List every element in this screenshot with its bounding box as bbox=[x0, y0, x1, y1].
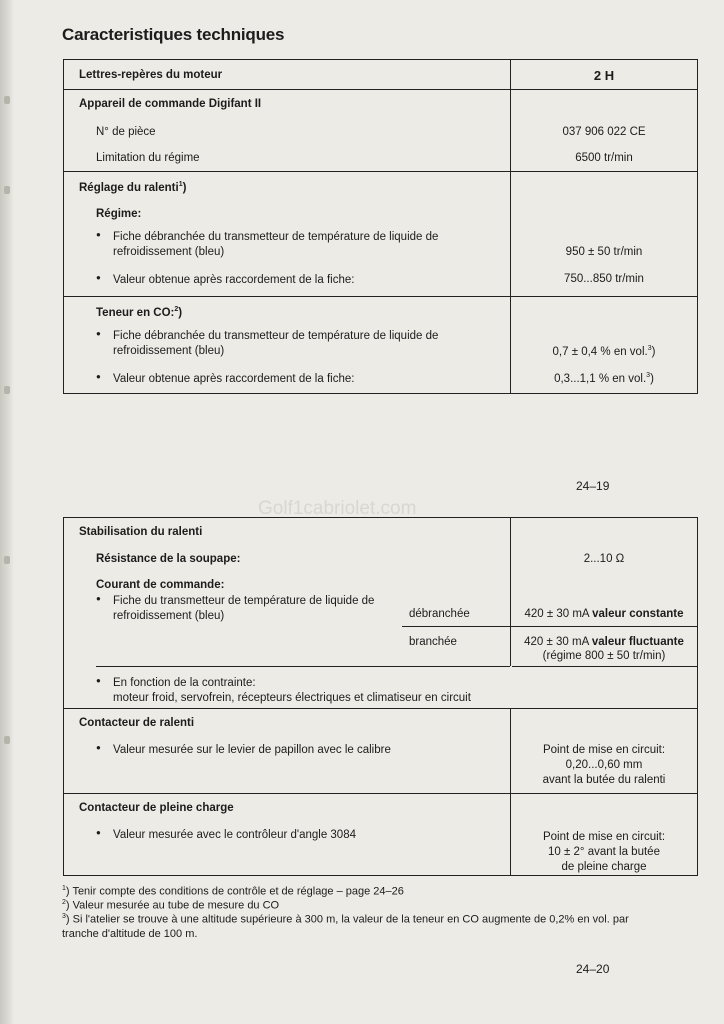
table-row bbox=[64, 60, 697, 90]
footnote: $^1$) Tenir compte des conditions de contrôle et de réglage – page 24–26 bbox=[62, 885, 404, 898]
co-item1-value: 0,7 ± 0,4 % en vol.$^3$) bbox=[552, 345, 656, 358]
page-number-top: 24–19 bbox=[576, 479, 610, 493]
engine-code-value: 2 H bbox=[593, 68, 615, 83]
spec-table-1 bbox=[63, 59, 698, 394]
table-row bbox=[64, 90, 697, 172]
plugged-sub: (régime 800 ± 50 tr/min) bbox=[542, 650, 666, 662]
plugged-label: branchée bbox=[409, 636, 457, 648]
co-heading: Teneur en CO:$^2$) bbox=[96, 306, 183, 319]
regime-item2-value: 750...850 tr/min bbox=[564, 273, 644, 285]
part-no-value: 037 906 022 CE bbox=[562, 126, 646, 138]
footnote: $^2$) Valeur mesurée au tube de mesure du CO bbox=[62, 899, 280, 912]
stab-heading: Stabilisation du ralenti bbox=[79, 526, 203, 538]
full-load-value: Point de mise en circuit: 10 ± 2° avant la butée de pleine charge bbox=[542, 831, 666, 873]
table-row bbox=[64, 297, 697, 393]
part-no-label: N° de pièce bbox=[96, 126, 156, 138]
list-item: ● En fonction de la contrainte: moteur froid, servofrein, récepteurs électriques et climatiseur en circuit bbox=[96, 676, 696, 706]
engine-code-label: Lettres-repères du moteur bbox=[79, 69, 223, 81]
list-item: ● Valeur mesurée avec le contrôleur d'angle 3084 bbox=[96, 828, 476, 843]
rpm-limit-label: Limitation du régime bbox=[96, 152, 200, 164]
regime-heading: Régime: bbox=[96, 208, 142, 220]
page-title: Caracteristiques techniques bbox=[62, 25, 285, 44]
list-item: ● Valeur obtenue après raccordement de la fiche: bbox=[96, 273, 476, 288]
unplugged-label: débranchée bbox=[409, 608, 470, 620]
divider bbox=[402, 626, 697, 627]
valve-label: Résistance de la soupape: bbox=[96, 553, 241, 565]
binding-hole bbox=[4, 556, 10, 564]
binding-hole bbox=[4, 736, 10, 744]
idle-switch-heading: Contacteur de ralenti bbox=[79, 717, 195, 729]
footnote: $^3$) Si l'atelier se trouve à une altitude supérieure à 300 m, la valeur de la teneur en CO augmente de 0,2% en vol. par tranche d'altitude de 100 m. bbox=[62, 913, 629, 940]
table-row bbox=[64, 794, 697, 876]
binding-hole bbox=[4, 96, 10, 104]
regime-item1-value: 950 ± 50 tr/min bbox=[565, 246, 643, 258]
binding-hole bbox=[4, 386, 10, 394]
ecu-heading: Appareil de commande Digifant II bbox=[79, 98, 262, 110]
spec-table-2 bbox=[63, 517, 698, 876]
binding-hole bbox=[4, 186, 10, 194]
idle-switch-value: Point de mise en circuit: 0,20...0,60 mm avant la butée du ralenti bbox=[542, 744, 666, 786]
list-item: ● Valeur obtenue après raccordement de la fiche: bbox=[96, 372, 476, 387]
watermark: Golf1cabriolet.com bbox=[258, 498, 417, 519]
page-number-bottom: 24–20 bbox=[576, 962, 610, 976]
unplugged-value: 420 ± 30 mA valeur constante bbox=[524, 608, 684, 620]
rpm-limit-value: 6500 tr/min bbox=[575, 152, 633, 164]
binding-edge bbox=[0, 0, 14, 1024]
table-row bbox=[64, 709, 697, 794]
table-row bbox=[64, 518, 697, 709]
idle-heading: Réglage du ralenti$^1$) bbox=[79, 181, 187, 194]
plugged-value: 420 ± 30 mA valeur fluctuante bbox=[524, 636, 684, 648]
list-item: ● Valeur mesurée sur le levier de papillon avec le calibre bbox=[96, 743, 476, 758]
co-item2-value: 0,3...1,1 % en vol.$^3$) bbox=[554, 372, 654, 385]
list-item: ● Fiche du transmetteur de température de liquide de refroidissement (bleu) bbox=[96, 594, 396, 624]
full-load-heading: Contacteur de pleine charge bbox=[79, 802, 234, 814]
table-row bbox=[64, 172, 697, 297]
list-item: ● Fiche débranchée du transmetteur de température de liquide de refroidissement (bleu) bbox=[96, 329, 476, 359]
current-heading: Courant de commande: bbox=[96, 579, 225, 591]
valve-value: 2...10 Ω bbox=[583, 553, 625, 565]
list-item: ● Fiche débranchée du transmetteur de température de liquide de refroidissement (bleu) bbox=[96, 230, 476, 260]
divider bbox=[96, 666, 697, 667]
